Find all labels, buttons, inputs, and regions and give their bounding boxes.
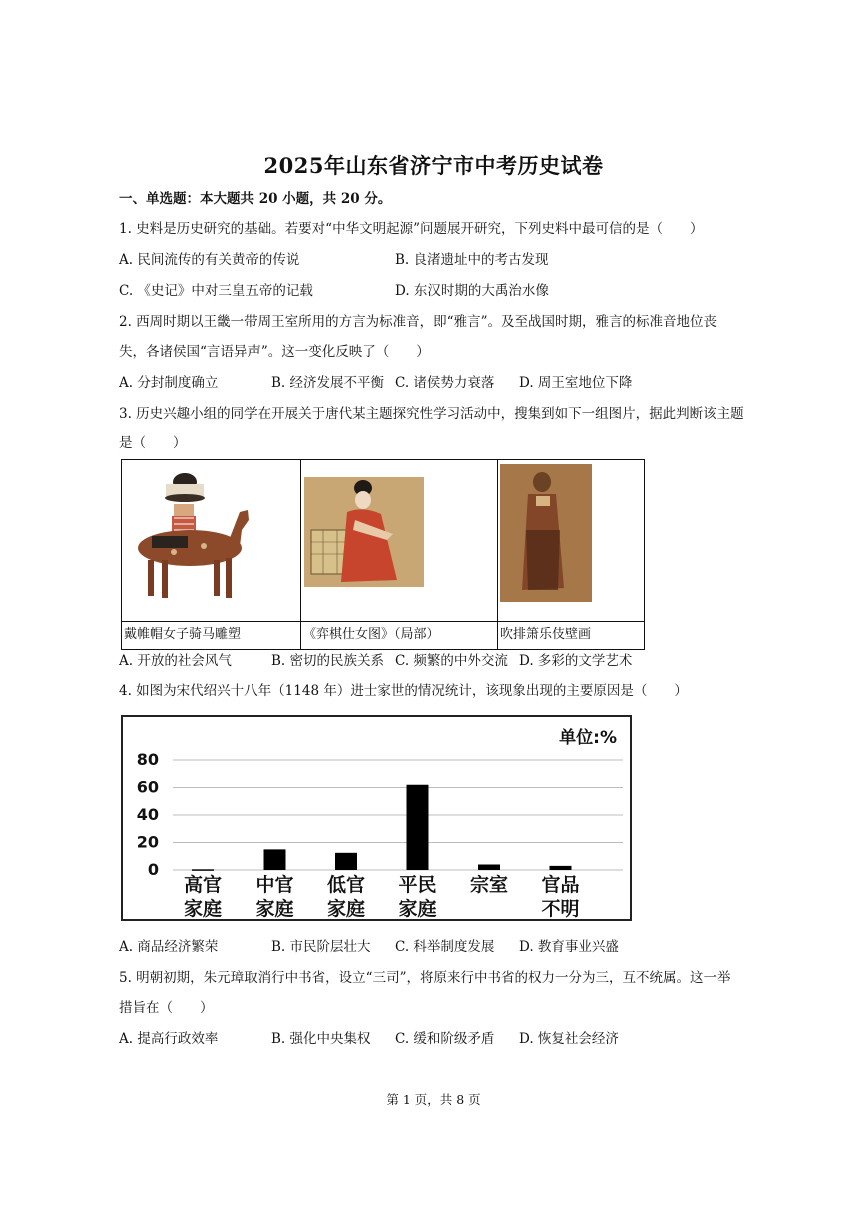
panpipe-musician-mural-image — [498, 460, 644, 617]
question-4-text: 4. 如图为宋代绍兴十八年（1148 年）进士家世的情况统计，该现象出现的主要原因是（ ） — [119, 683, 688, 699]
page-title: 2025年山东省济宁市中考历史试卷 — [263, 153, 604, 178]
bar — [192, 869, 214, 871]
bar — [335, 853, 357, 870]
q3-option-a: A. 开放的社会风气 — [119, 653, 232, 669]
x-category-label: 高官 — [183, 874, 223, 896]
x-category-label: 平民 — [398, 874, 437, 896]
bar — [407, 785, 429, 870]
q1-option-a: A. 民间流传的有关黄帝的传说 — [119, 252, 300, 268]
q1-option-d: D. 东汉时期的大禹治水像 — [395, 283, 549, 299]
image-cell-horse-rider — [122, 460, 301, 622]
image-caption-panpipe: 吹排箫乐伎壁画 — [500, 627, 592, 642]
jinshi-family-chart — [121, 715, 632, 921]
image-table — [121, 459, 645, 650]
q5-option-c: C. 缓和阶级矛盾 — [395, 1031, 495, 1047]
bar-chart-svg — [123, 717, 630, 919]
q2-option-d: D. 周王室地位下降 — [519, 375, 633, 391]
go-playing-lady-painting-image — [301, 460, 497, 617]
q3-option-d: D. 多彩的文学艺术 — [519, 653, 633, 669]
q5-option-a: A. 提高行政效率 — [119, 1031, 219, 1047]
q4-option-b: B. 市民阶层壮大 — [271, 939, 371, 955]
bar — [550, 866, 572, 870]
y-tick-label: 60 — [136, 777, 159, 797]
caption-cell-2 — [301, 622, 498, 650]
bar — [264, 849, 286, 870]
x-category-label: 家庭 — [398, 898, 437, 919]
caption-cell-3 — [498, 622, 645, 650]
y-tick-label: 0 — [147, 860, 159, 879]
q4-option-c: C. 科举制度发展 — [395, 939, 495, 955]
section-heading: 一、单选题：本大题共 20 小题，共 20 分。 — [119, 191, 392, 207]
question-1-text: 1. 史料是历史研究的基础。若要对“中华文明起源”问题展开研究，下列史料中最可信的是（ ） — [119, 221, 704, 237]
question-3-text-line1: 3. 历史兴趣小组的同学在开展关于唐代某主题探究性学习活动中，搜集到如下一组图片，据此判断该主题 — [119, 406, 744, 422]
x-category-label: 家庭 — [183, 898, 223, 919]
q1-option-b: B. 良渚遗址中的考古发现 — [395, 252, 549, 268]
x-category-label: 中官 — [255, 874, 294, 896]
q4-option-d: D. 教育事业兴盛 — [519, 939, 619, 955]
x-category-label: 家庭 — [255, 898, 294, 919]
page-footer: 第 1 页，共 8 页 — [386, 1092, 481, 1107]
y-tick-label: 80 — [136, 750, 159, 769]
image-caption-go-lady: 《弈棋仕女图》（局部） — [303, 627, 440, 642]
question-5-text-line2: 措旨在（ ） — [119, 1000, 214, 1016]
bar — [478, 865, 500, 871]
question-2-text-line2: 失，各诸侯国“言语异声”。这一变化反映了（ ） — [119, 344, 430, 360]
q5-option-b: B. 强化中央集权 — [271, 1031, 371, 1047]
x-category-label: 官品 — [541, 874, 580, 896]
caption-cell-1 — [122, 622, 301, 650]
q3-option-b: B. 密切的民族关系 — [271, 653, 385, 669]
image-cell-panpipe-mural — [498, 460, 645, 622]
x-category-label: 低官 — [326, 874, 366, 896]
q3-option-c: C. 频繁的中外交流 — [395, 653, 508, 669]
unit-label: 单位:% — [559, 728, 617, 748]
question-5-text-line1: 5. 明朝初期，朱元璋取消行中书省，设立“三司”，将原来行中书省的权力一分为三，互不统属。这一举 — [119, 970, 731, 986]
x-category-label: 宗室 — [469, 874, 509, 896]
q2-option-a: A. 分封制度确立 — [119, 375, 219, 391]
y-tick-label: 20 — [136, 832, 159, 852]
q2-option-c: C. 诸侯势力衰落 — [395, 375, 495, 391]
question-2-text-line1: 2. 西周时期以王畿一带周王室所用的方言为标准音，即“雅言”。及至战国时期，雅言的标准音地位丧 — [119, 314, 717, 330]
x-category-label: 家庭 — [326, 898, 366, 919]
image-cell-go-playing-lady — [301, 460, 498, 622]
y-tick-label: 40 — [136, 805, 159, 824]
q2-option-b: B. 经济发展不平衡 — [271, 375, 385, 391]
q1-option-c: C. 《史记》中对三皇五帝的记载 — [119, 283, 313, 299]
question-3-text-line2: 是（ ） — [119, 435, 187, 451]
x-category-label: 不明 — [541, 898, 580, 919]
q5-option-d: D. 恢复社会经济 — [519, 1031, 619, 1047]
horse-rider-sculpture-image — [122, 460, 300, 617]
q4-option-a: A. 商品经济繁荣 — [119, 939, 219, 955]
image-caption-horse-rider: 戴帷帽女子骑马雕塑 — [124, 627, 242, 642]
